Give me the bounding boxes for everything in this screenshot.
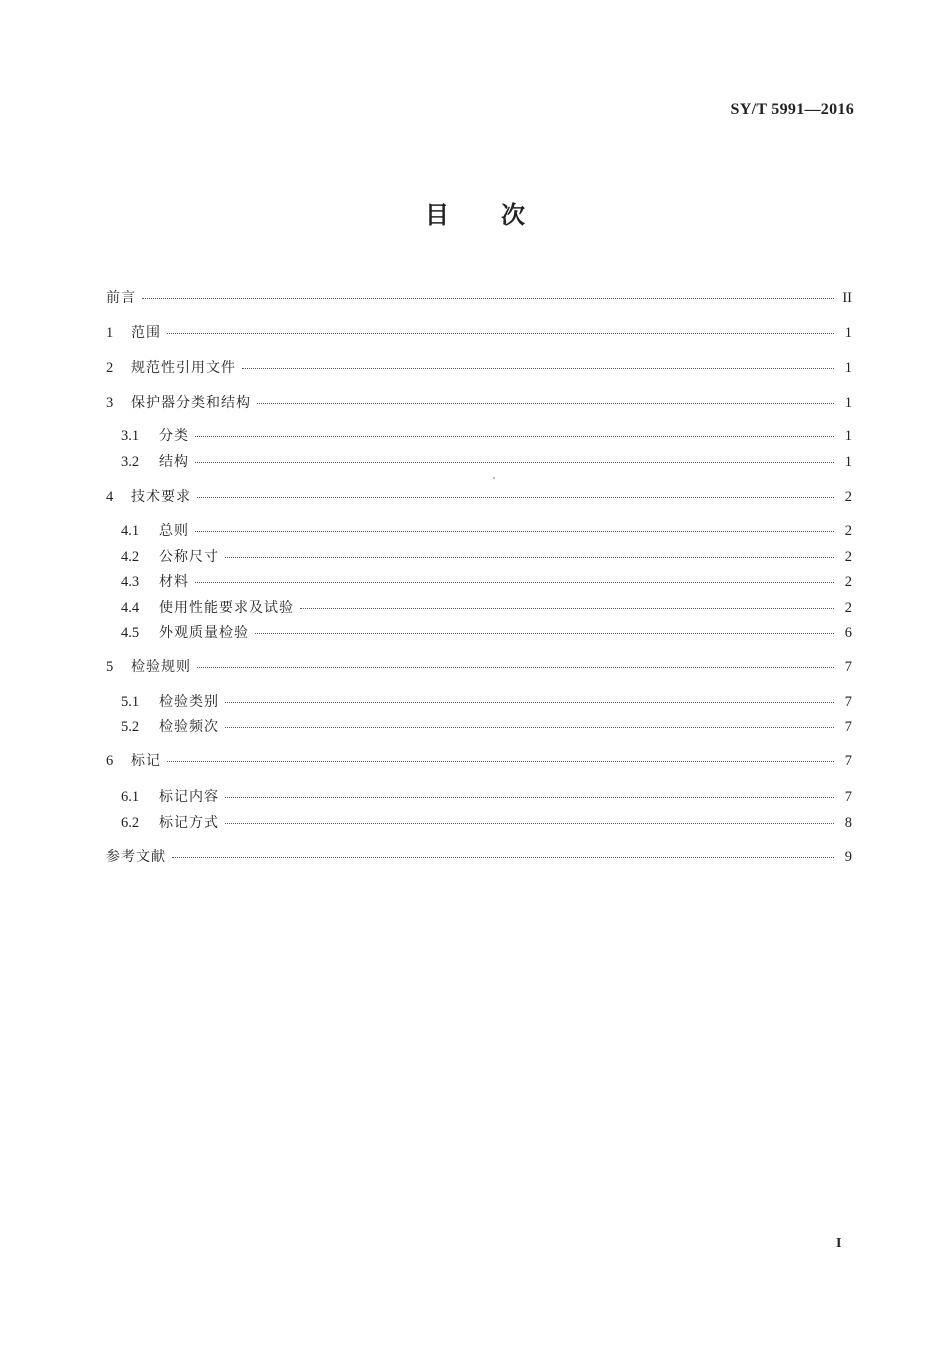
toc-entry-number: 4.5: [121, 625, 140, 641]
toc-entry-page: 2: [844, 489, 852, 505]
toc-entry[interactable]: [121, 452, 852, 472]
toc-entry-page: II: [842, 290, 852, 306]
toc-entry-page: 2: [844, 600, 852, 616]
toc-entry-number: 4: [106, 489, 114, 505]
toc-entry-page: 1: [844, 395, 852, 411]
toc-entry-number: 6.1: [121, 789, 140, 805]
toc-dot-leader: [195, 435, 834, 437]
toc-entry-page: 7: [844, 789, 852, 805]
toc-entry-number: 4.4: [121, 600, 140, 616]
toc-entry-label: 结构: [159, 454, 189, 470]
toc-dot-leader: [225, 822, 834, 824]
toc-dot-leader: [255, 632, 834, 634]
toc-entry-page: 1: [844, 454, 852, 470]
toc-entry-page: 1: [844, 325, 852, 341]
toc-entry-number: 2: [106, 360, 114, 376]
toc-entry[interactable]: [121, 787, 852, 807]
toc-entry-number: 3: [106, 395, 114, 411]
toc-entry-number: 4.2: [121, 549, 140, 565]
toc-entry-page: 1: [844, 428, 852, 444]
toc-entry-label: 公称尺寸: [159, 549, 219, 565]
toc-dot-leader: [142, 297, 834, 299]
toc-entry-label: 标记方式: [159, 815, 219, 831]
toc-entry-label: 检验频次: [159, 719, 219, 735]
toc-entry-page: 6: [844, 625, 852, 641]
toc-entry[interactable]: [106, 393, 852, 413]
toc-dot-leader: [242, 367, 834, 369]
scan-speck: [493, 477, 495, 479]
toc-entry-page: 2: [844, 523, 852, 539]
toc-entry-number: 5.2: [121, 719, 140, 735]
toc-entry[interactable]: [121, 692, 852, 712]
toc-entry[interactable]: [121, 572, 852, 592]
toc-entry-number: 6.2: [121, 815, 140, 831]
toc-entry[interactable]: [106, 657, 852, 677]
toc-entry-label: 检验类别: [159, 694, 219, 710]
toc-entry-page: 1: [844, 360, 852, 376]
toc-entry-number: 1: [106, 325, 114, 341]
toc-dot-leader: [167, 760, 834, 762]
toc-dot-leader: [197, 666, 834, 668]
toc-dot-leader: [195, 581, 834, 583]
toc-entry[interactable]: [106, 323, 852, 343]
toc-entry-label: 材料: [159, 574, 189, 590]
toc-dot-leader: [225, 726, 834, 728]
toc-dot-leader: [225, 796, 834, 798]
toc-entry-label: 技术要求: [131, 489, 191, 505]
toc-entry-page: 2: [844, 574, 852, 590]
toc-dot-leader: [300, 607, 834, 609]
toc-entry-page: 7: [844, 719, 852, 735]
toc-entry[interactable]: [121, 426, 852, 446]
toc-dot-leader: [225, 556, 834, 558]
toc-entry[interactable]: [106, 288, 852, 308]
toc-entry-label: 标记内容: [159, 789, 219, 805]
toc-entry-number: 5.1: [121, 694, 140, 710]
toc-entry-number: 4.3: [121, 574, 140, 590]
toc-entry-label: 总则: [159, 523, 189, 539]
toc-entry-number: 3.1: [121, 428, 140, 444]
toc-entry[interactable]: [106, 847, 852, 867]
toc-entry-label: 保护器分类和结构: [131, 395, 251, 411]
toc-entry-page: 8: [844, 815, 852, 831]
toc-entry-page: 9: [844, 849, 852, 865]
toc-entry[interactable]: [121, 813, 852, 833]
toc-entry-label: 分类: [159, 428, 189, 444]
page-title: 目次: [425, 201, 577, 229]
toc-entry-page: 7: [844, 753, 852, 769]
toc-entry-number: 3.2: [121, 454, 140, 470]
toc-entry-label: 标记: [131, 753, 161, 769]
toc-dot-leader: [172, 856, 834, 858]
toc-dot-leader: [197, 496, 834, 498]
toc-entry[interactable]: [121, 547, 852, 567]
toc-entry[interactable]: [121, 623, 852, 643]
toc-entry[interactable]: [106, 487, 852, 507]
toc-dot-leader: [257, 402, 834, 404]
toc-dot-leader: [195, 461, 834, 463]
toc-entry-number: 5: [106, 659, 114, 675]
toc-dot-leader: [195, 530, 834, 532]
toc-dot-leader: [225, 701, 834, 703]
toc-entry-label: 使用性能要求及试验: [159, 600, 294, 616]
toc-entry-label: 范围: [131, 325, 161, 341]
toc-entry-number: 6: [106, 753, 114, 769]
toc-entry-page: 7: [844, 694, 852, 710]
toc-entry[interactable]: [121, 717, 852, 737]
toc-dot-leader: [167, 332, 834, 334]
toc-entry[interactable]: [121, 521, 852, 541]
page-number: I: [836, 1236, 842, 1251]
toc-entry-label: 检验规则: [131, 659, 191, 675]
toc-entry[interactable]: [121, 598, 852, 618]
toc-entry[interactable]: [106, 751, 852, 771]
toc-entry[interactable]: [106, 358, 852, 378]
toc-entry-label: 参考文献: [106, 849, 166, 865]
toc-entry-label: 规范性引用文件: [131, 360, 236, 376]
toc-entry-page: 7: [844, 659, 852, 675]
toc-entry-label: 外观质量检验: [159, 625, 249, 641]
toc-entry-page: 2: [844, 549, 852, 565]
standard-number: SY/T 5991—2016: [730, 101, 854, 118]
toc-entry-label: 前言: [106, 290, 136, 306]
toc-entry-number: 4.1: [121, 523, 140, 539]
